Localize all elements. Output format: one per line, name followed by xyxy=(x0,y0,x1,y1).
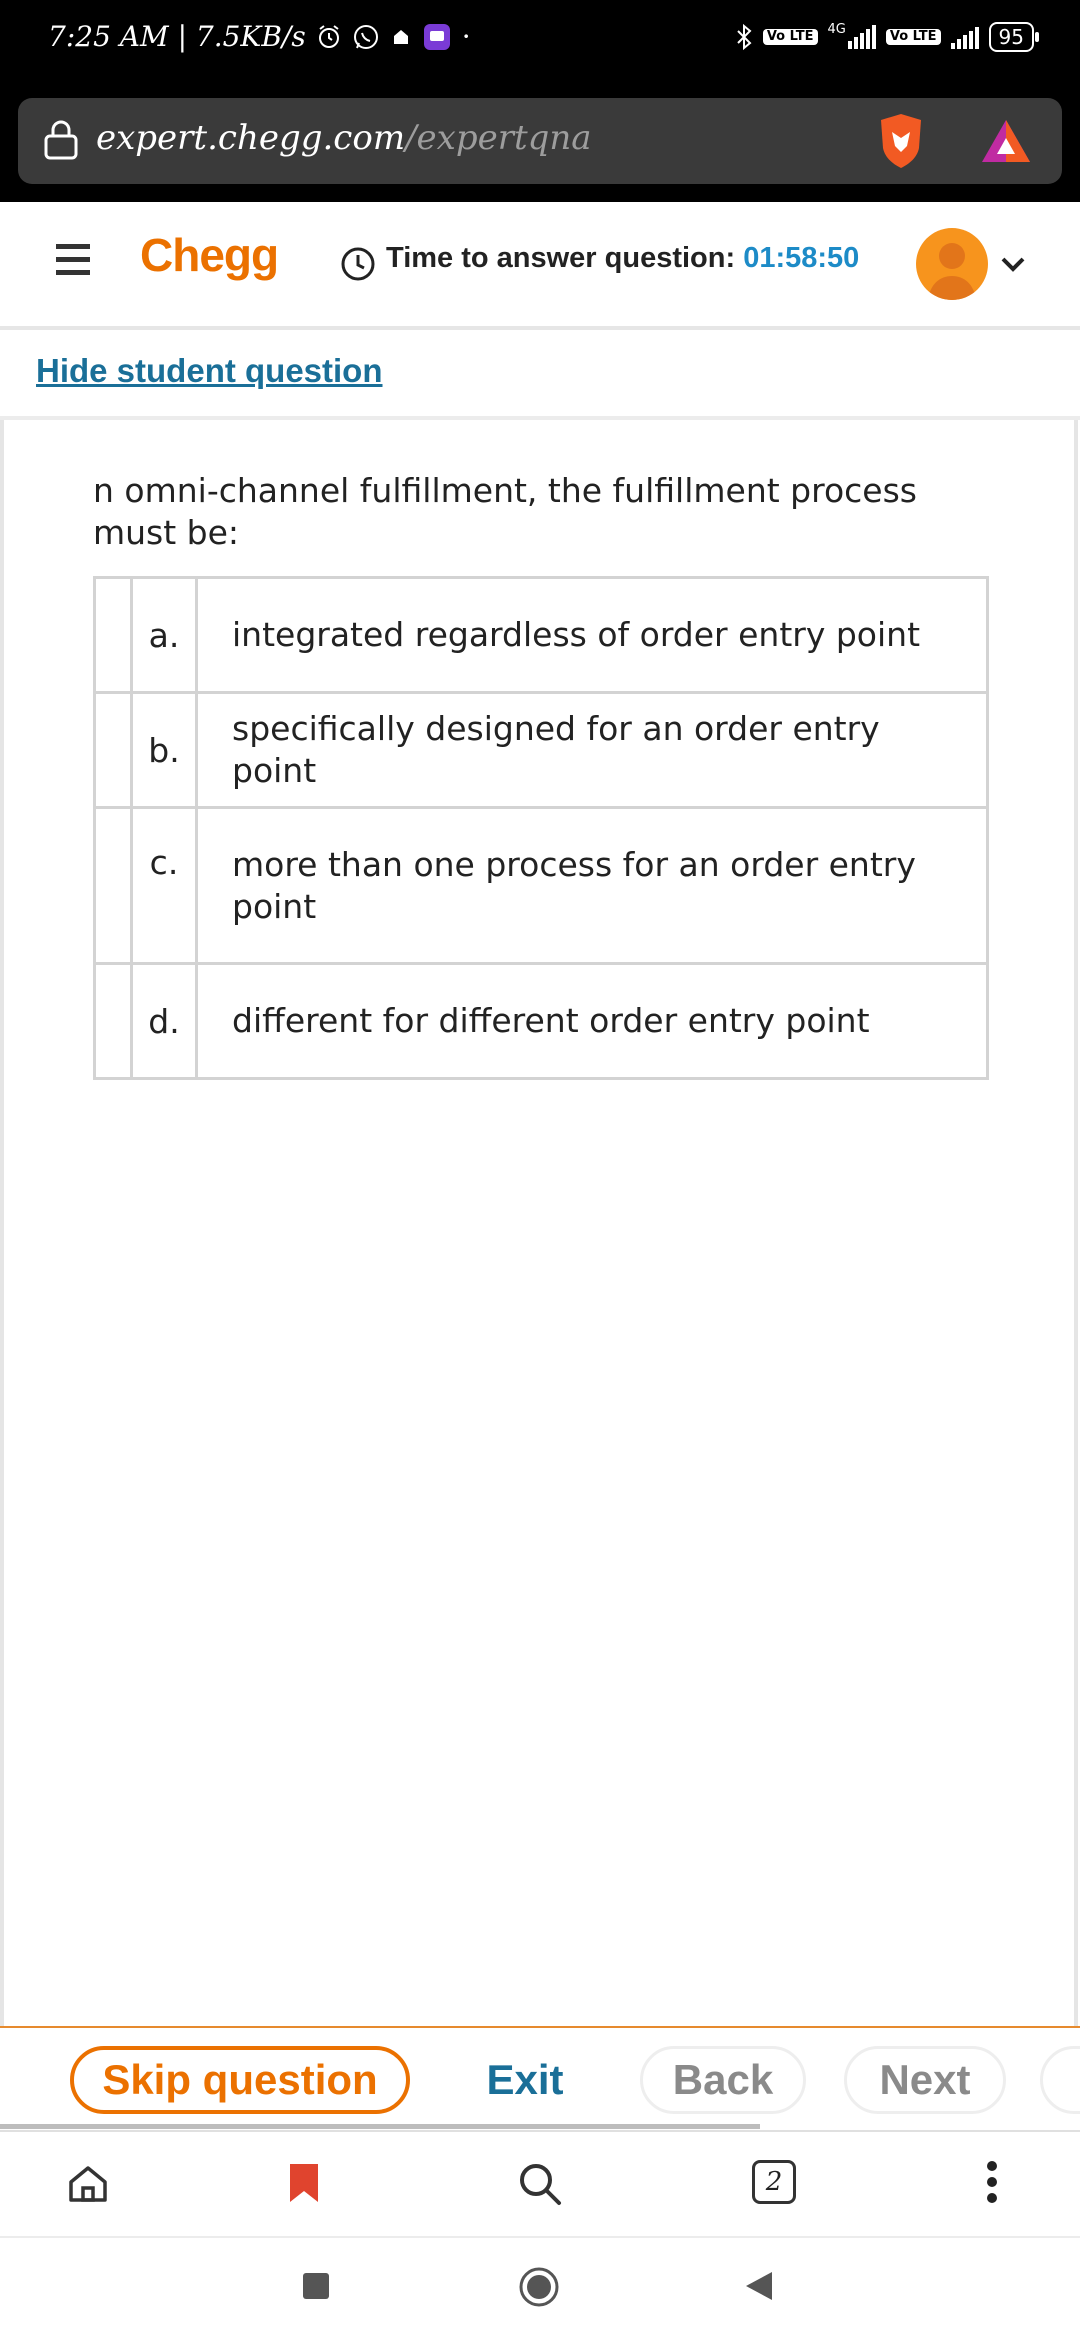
exit-button[interactable]: Exit xyxy=(486,2056,564,2103)
hamburger-menu-icon[interactable] xyxy=(54,242,94,282)
more-dot-icon: · xyxy=(461,20,471,53)
whatsapp-icon xyxy=(352,23,380,51)
chegg-logo[interactable]: Chegg xyxy=(140,229,279,281)
option-row-d xyxy=(95,964,988,1079)
avatar[interactable] xyxy=(916,228,988,300)
lock-icon[interactable] xyxy=(42,118,80,166)
recents-icon[interactable] xyxy=(302,2272,330,2304)
url-domain: expert.chegg.com xyxy=(96,118,406,158)
alarm-icon xyxy=(316,24,342,50)
option-text: integrated regardless of order entry point xyxy=(197,578,988,693)
chevron-down-icon[interactable] xyxy=(998,252,1028,280)
option-row-b xyxy=(95,693,988,808)
messaging-app-icon xyxy=(422,22,452,52)
skip-question-button[interactable]: Skip question xyxy=(70,2046,410,2114)
option-letter: c. xyxy=(132,808,197,964)
option-blank-cell xyxy=(95,693,132,808)
brave-shield-icon[interactable] xyxy=(874,110,928,174)
option-row-a xyxy=(95,578,988,693)
url-path: /expertqna xyxy=(405,118,592,158)
hide-student-question-link[interactable]: Hide student question xyxy=(36,352,383,389)
bookmark-icon[interactable] xyxy=(286,2162,322,2208)
timer xyxy=(386,242,859,275)
battery-indicator: 95 xyxy=(989,22,1034,52)
option-blank-cell xyxy=(95,808,132,964)
tabs-counter-button[interactable]: 2 xyxy=(752,2160,796,2204)
signal-icon-1 xyxy=(848,25,876,49)
option-text: more than one process for an order entry point xyxy=(197,808,988,964)
volte-badge-1: Vo LTE xyxy=(763,29,818,45)
option-text: specifically designed for an order entry point xyxy=(197,693,988,808)
option-letter: d. xyxy=(132,964,197,1079)
signal-icon-2 xyxy=(951,25,979,49)
next-button[interactable]: Next xyxy=(844,2046,1006,2114)
scroll-indicator xyxy=(0,2124,760,2129)
search-icon[interactable] xyxy=(516,2160,564,2212)
volte-badge-2: Vo LTE xyxy=(886,29,941,45)
network-type-label: 4G xyxy=(827,22,846,37)
option-letter: a. xyxy=(132,578,197,693)
home-nav-icon[interactable] xyxy=(518,2266,560,2312)
more-options-icon[interactable] xyxy=(984,2158,1000,2210)
option-blank-cell xyxy=(95,578,132,693)
timer-value: 01:58:50 xyxy=(743,242,860,274)
brave-rewards-icon[interactable] xyxy=(978,116,1034,170)
back-nav-icon[interactable] xyxy=(744,2270,774,2306)
options-table xyxy=(93,576,989,1080)
option-blank-cell xyxy=(95,964,132,1079)
status-time-speed: 7:25 AM | 7.5KB/s xyxy=(48,20,306,53)
timer-label: Time to answer question: xyxy=(386,242,736,274)
option-text: different for different order entry point xyxy=(197,964,988,1079)
option-letter: b. xyxy=(132,693,197,808)
clock-icon xyxy=(340,246,376,286)
notification-icon xyxy=(390,26,412,48)
question-text: n omni-channel fulfillment, the fulfillment process must be: xyxy=(93,471,917,552)
option-row-c xyxy=(95,808,988,964)
url-text[interactable] xyxy=(96,118,592,158)
home-icon[interactable] xyxy=(66,2162,110,2210)
bluetooth-icon xyxy=(735,23,753,51)
back-button[interactable]: Back xyxy=(640,2046,806,2114)
status-bar xyxy=(0,0,1080,80)
